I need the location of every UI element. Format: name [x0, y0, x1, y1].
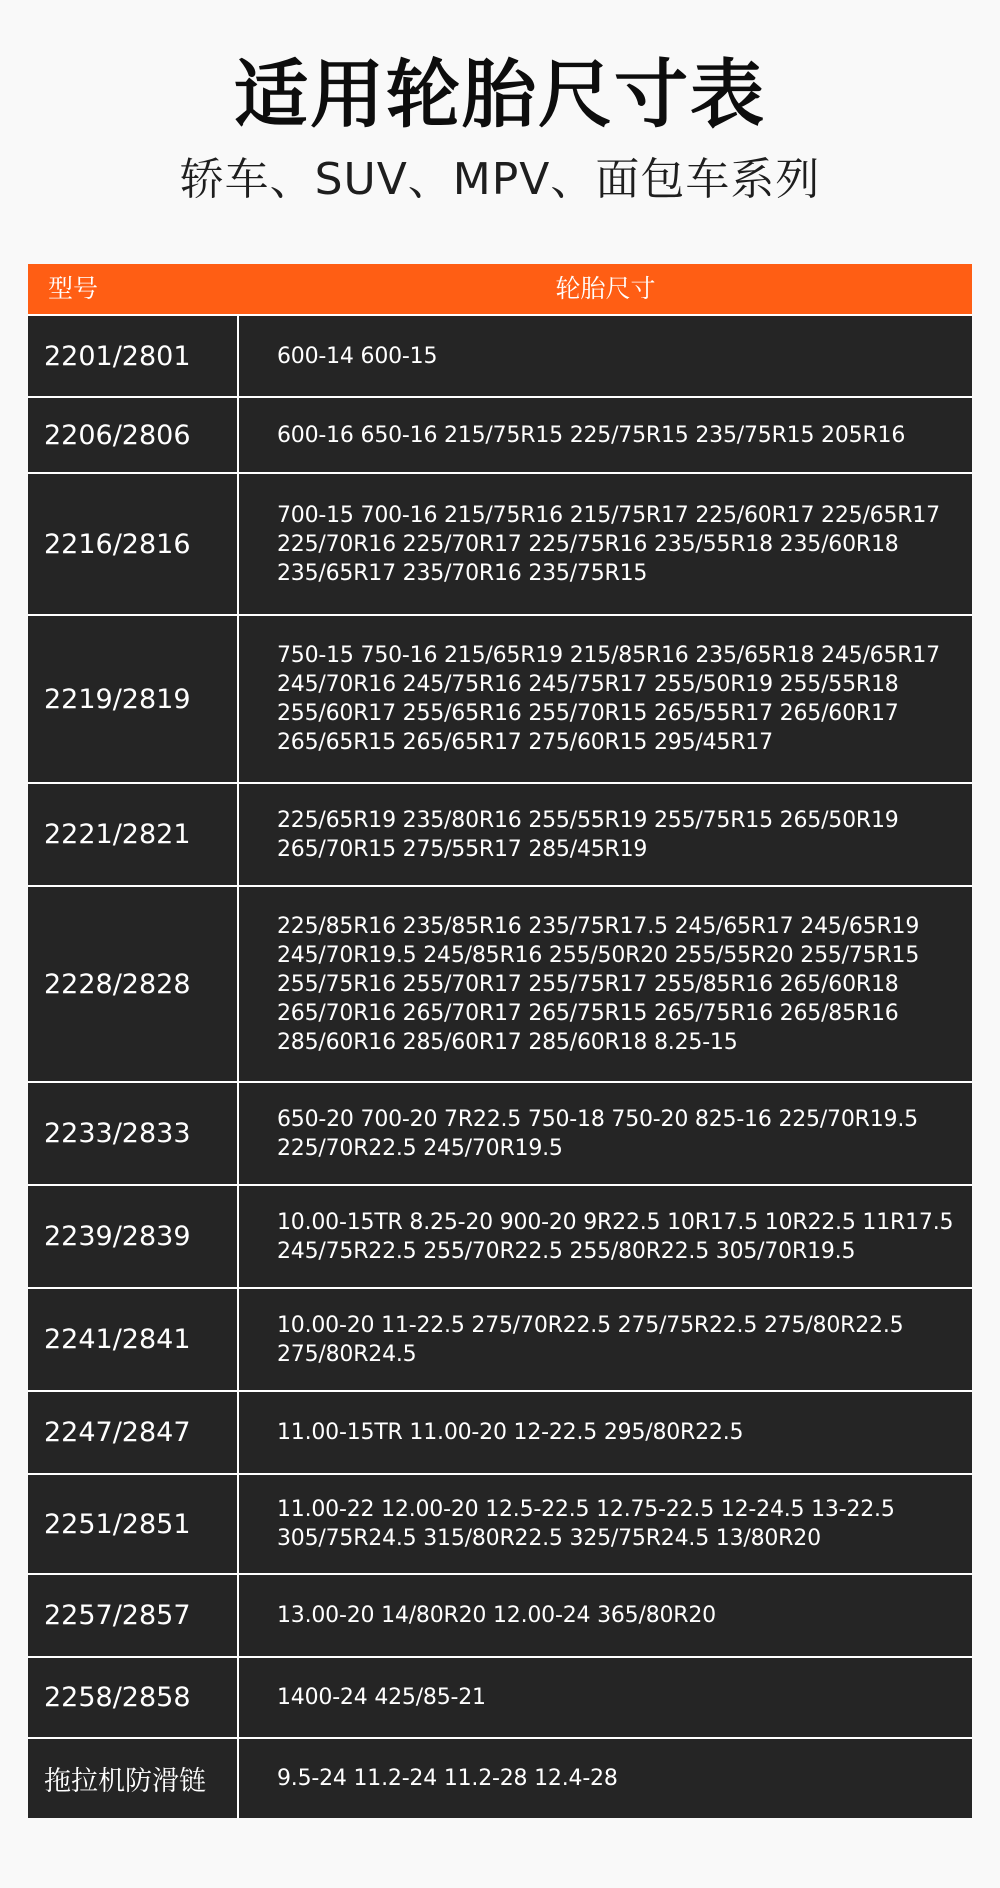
tire-size-table: [28, 264, 972, 1818]
table-row: [28, 1573, 972, 1656]
page-title: 适用轮胎尺寸表: [234, 52, 766, 138]
size-cell: 700-15 700-16 215/75R16 215/75R17 225/60R17 225/65R17 225/70R16 225/70R17 225/75R16 235/55R18 235/60R18 235/65R17 235/70R16 235/75R15: [277, 502, 940, 586]
table-row: [28, 782, 972, 885]
table-row: [28, 1287, 972, 1390]
table-row: [28, 396, 972, 472]
page-subtitle: 轿车、SUV、MPV、面包车系列: [179, 154, 821, 205]
model-cell: 2233/2833: [28, 1083, 239, 1184]
size-cell: 600-14 600-15: [277, 343, 438, 369]
table-row: [28, 614, 972, 782]
column-header-size: 轮胎尺寸: [555, 274, 656, 303]
table-row: [28, 1390, 972, 1473]
model-cell: 2251/2851: [28, 1475, 239, 1573]
size-cell: 225/85R16 235/85R16 235/75R17.5 245/65R17 245/65R19 245/70R19.5 245/85R16 255/50R20 255/55R20 255/75R15 255/75R16 255/70R17 255/75R17 255/85R16 265/60R18 265/70R16 265/70R17 265/75R15 265/75R16 265/85R16 285/60R16 285/60R17 285/60R18 8.25-15: [277, 913, 920, 1055]
model-cell: 2241/2841: [28, 1289, 239, 1390]
model-cell: 2247/2847: [28, 1392, 239, 1473]
size-cell: 1400-24 425/85-21: [277, 1685, 486, 1710]
table-row: [28, 472, 972, 614]
size-cell: 750-15 750-16 215/65R19 215/85R16 235/65R18 245/65R17 245/70R16 245/75R16 245/75R17 255/50R19 255/55R18 255/60R17 255/65R16 255/70R15 265/55R17 265/60R17 265/65R15 265/65R17 275/60R15 295/45R17: [277, 643, 940, 755]
model-cell: 2221/2821: [28, 784, 239, 885]
model-cell: 2258/2858: [28, 1658, 239, 1737]
size-cell: 600-16 650-16 215/75R15 225/75R15 235/75R15 205R16: [277, 422, 906, 448]
table-row: [28, 1656, 972, 1737]
model-cell: 2201/2801: [28, 316, 239, 396]
table-header: [28, 264, 972, 314]
size-cell: 13.00-20 14/80R20 12.00-24 365/80R20: [277, 1603, 716, 1628]
size-cell: 10.00-15TR 8.25-20 900-20 9R22.5 10R17.5 10R22.5 11R17.5 245/75R22.5 255/70R22.5 255/80R22.5 305/70R19.5: [277, 1209, 954, 1264]
size-cell: 11.00-22 12.00-20 12.5-22.5 12.75-22.5 12-24.5 13-22.5 305/75R24.5 315/80R22.5 325/75R24.5 13/80R20: [277, 1497, 895, 1551]
table-row: [28, 314, 972, 396]
size-cell: 11.00-15TR 11.00-20 12-22.5 295/80R22.5: [277, 1420, 744, 1445]
model-cell: 2216/2816: [28, 474, 239, 614]
column-header-model: 型号: [48, 274, 99, 303]
model-cell: 拖拉机防滑链: [28, 1739, 239, 1818]
table-row: [28, 1184, 972, 1287]
size-cell: 10.00-20 11-22.5 275/70R22.5 275/75R22.5 275/80R22.5 275/80R24.5: [277, 1312, 904, 1367]
table-row: [28, 1737, 972, 1818]
model-cell: 2257/2857: [28, 1575, 239, 1656]
size-cell: 225/65R19 235/80R16 255/55R19 255/75R15 265/50R19 265/70R15 275/55R17 285/45R19: [277, 807, 899, 862]
size-cell: 650-20 700-20 7R22.5 750-18 750-20 825-16 225/70R19.5 225/70R22.5 245/70R19.5: [277, 1106, 918, 1161]
model-cell: 2228/2828: [28, 887, 239, 1081]
size-cell: 9.5-24 11.2-24 11.2-28 12.4-28: [277, 1766, 618, 1791]
model-cell: 2219/2819: [28, 616, 239, 782]
model-cell: 2239/2839: [28, 1186, 239, 1287]
page-header: [0, 0, 1000, 260]
table-row: [28, 1081, 972, 1184]
table-row: [28, 885, 972, 1081]
table-row: [28, 1473, 972, 1573]
model-cell: 2206/2806: [28, 398, 239, 472]
